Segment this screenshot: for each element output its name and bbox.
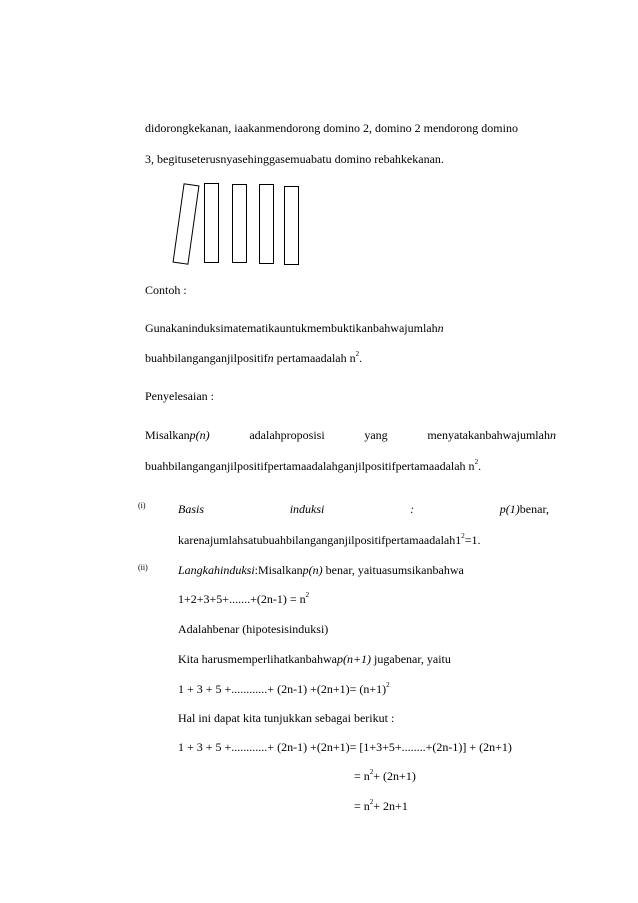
must-show-text: Kita harusmemperlihatkanbahwa <box>178 652 337 666</box>
domino-4 <box>259 184 274 264</box>
must-show-end: jugabenar, yaitu <box>371 652 451 666</box>
langkah-misalkan: :Misalkan <box>254 563 303 577</box>
intro-line-1-text: didorongkekanan, iaakanmendorong domino 2, domino 2 mendorong domino <box>145 121 518 135</box>
must-show-pn1: p(n+1) <box>336 652 372 666</box>
basis-line-2 <box>178 533 481 547</box>
langkah-title: Langkahinduksi <box>178 563 255 577</box>
equation-4-lhs: = n <box>354 769 370 783</box>
basis-benar: benar, <box>519 502 549 516</box>
contoh-q2-n: n <box>267 351 274 365</box>
basis-line-2-end: =1. <box>464 533 481 547</box>
langkah-equation-4 <box>354 769 416 783</box>
contoh-question-line-2 <box>145 351 362 365</box>
equation-5-exponent: 2 <box>369 798 374 806</box>
equation-2-exponent: 2 <box>386 681 390 689</box>
basis-line-2-text: karenajumlahsatubuahbilanganganjilpositifpertamaadalah1 <box>178 533 462 547</box>
langkah-title-end: benar, yaituasumsikanbahwa <box>322 563 464 577</box>
basis-p1: p(1) <box>499 502 520 516</box>
basis-exponent: 2 <box>461 532 465 540</box>
penyelesaian-misalkan: Misalkan <box>145 428 190 442</box>
domino-2 <box>204 183 219 263</box>
intro-line-2-text: 3, begituseterusnyasehinggasemuabatu domino rebahkekanan. <box>145 152 444 166</box>
langkah-show-intro <box>178 711 394 725</box>
equation-5-rhs: + 2n+1 <box>373 799 408 813</box>
langkah-must-show <box>178 652 451 666</box>
langkah-marker <box>138 561 148 575</box>
equation-1-text: 1+2+3+5+.......+(2n-1) = n <box>178 592 306 606</box>
equation-4-rhs: + (2n+1) <box>373 769 416 783</box>
domino-falling <box>173 183 200 264</box>
basis-p1-benar <box>500 502 549 516</box>
basis-line-1 <box>178 502 549 516</box>
domino-3 <box>232 184 247 263</box>
equation-3-text: 1 + 3 + 5 +............+ (2n-1) +(2n+1)= [1+3+5+........+(2n-1)] + (2n+1) <box>178 740 512 754</box>
penyelesaian-pn: p(n) <box>189 428 210 442</box>
penyelesaian-line-2-end: . <box>478 459 482 473</box>
basis-word: Basis <box>178 502 205 516</box>
contoh-q1-n: n <box>437 321 444 335</box>
langkah-equation-5 <box>354 799 408 813</box>
langkah-equation-2 <box>178 682 390 696</box>
penyelesaian-line-2-text: buahbilanganganjilpositifpertamaadalahganjilpositifpertamaadalah n <box>145 459 475 473</box>
induksi-word: induksi <box>289 502 325 516</box>
equation-4-exponent: 2 <box>369 768 374 776</box>
hypothesis-text: Adalahbenar (hipotesisinduksi) <box>178 622 329 636</box>
penyelesaian-exponent: 2 <box>474 458 479 466</box>
penyelesaian-line-1 <box>145 428 556 442</box>
equation-5-lhs: = n <box>354 799 370 813</box>
langkah-equation-1 <box>178 592 309 606</box>
basis-marker-text: (i) <box>138 501 146 510</box>
penyelesaian-label: Penyelesaian : <box>145 389 214 403</box>
equation-2-text: 1 + 3 + 5 +............+ (2n-1) +(2n+1)= (n+1) <box>178 682 387 696</box>
penyelesaian-word-4 <box>427 428 556 442</box>
equation-1-exponent: 2 <box>305 591 310 599</box>
contoh-q2-exponent: 2 <box>355 350 360 358</box>
langkah-marker-text: (ii) <box>138 563 148 572</box>
penyelesaian-word-1 <box>145 428 210 442</box>
intro-line-1 <box>145 121 549 135</box>
basis-marker <box>138 499 146 513</box>
langkah-pn: p(n) <box>302 563 323 577</box>
contoh-q1-text: Gunakaninduksimatematikauntukmembuktikanbahwajumlah <box>145 321 438 335</box>
contoh-question-line-1 <box>145 321 444 335</box>
domino-5 <box>284 186 299 265</box>
contoh-q2-mid: pertamaadalah n <box>273 351 356 365</box>
show-intro-text: Hal ini dapat kita tunjukkan sebagai berikut : <box>178 711 395 725</box>
langkah-title-line <box>178 563 464 577</box>
penyelesaian-word-2: adalahproposisi <box>249 428 325 442</box>
contoh-q2-text: buahbilanganganjilpositif <box>145 351 268 365</box>
langkah-equation-3 <box>178 740 512 754</box>
penyelesaian-n: n <box>549 428 556 442</box>
contoh-q2-end: . <box>359 351 363 365</box>
contoh-heading <box>145 283 187 297</box>
intro-line-2 <box>145 152 444 166</box>
contoh-label: Contoh : <box>145 283 187 297</box>
penyelesaian-word-3: yang <box>364 428 388 442</box>
basis-colon: : <box>410 502 415 516</box>
penyelesaian-menyatakan: menyatakanbahwajumlah <box>427 428 550 442</box>
langkah-hypothesis <box>178 622 328 636</box>
penyelesaian-heading <box>145 389 214 403</box>
penyelesaian-line-2 <box>145 459 481 473</box>
